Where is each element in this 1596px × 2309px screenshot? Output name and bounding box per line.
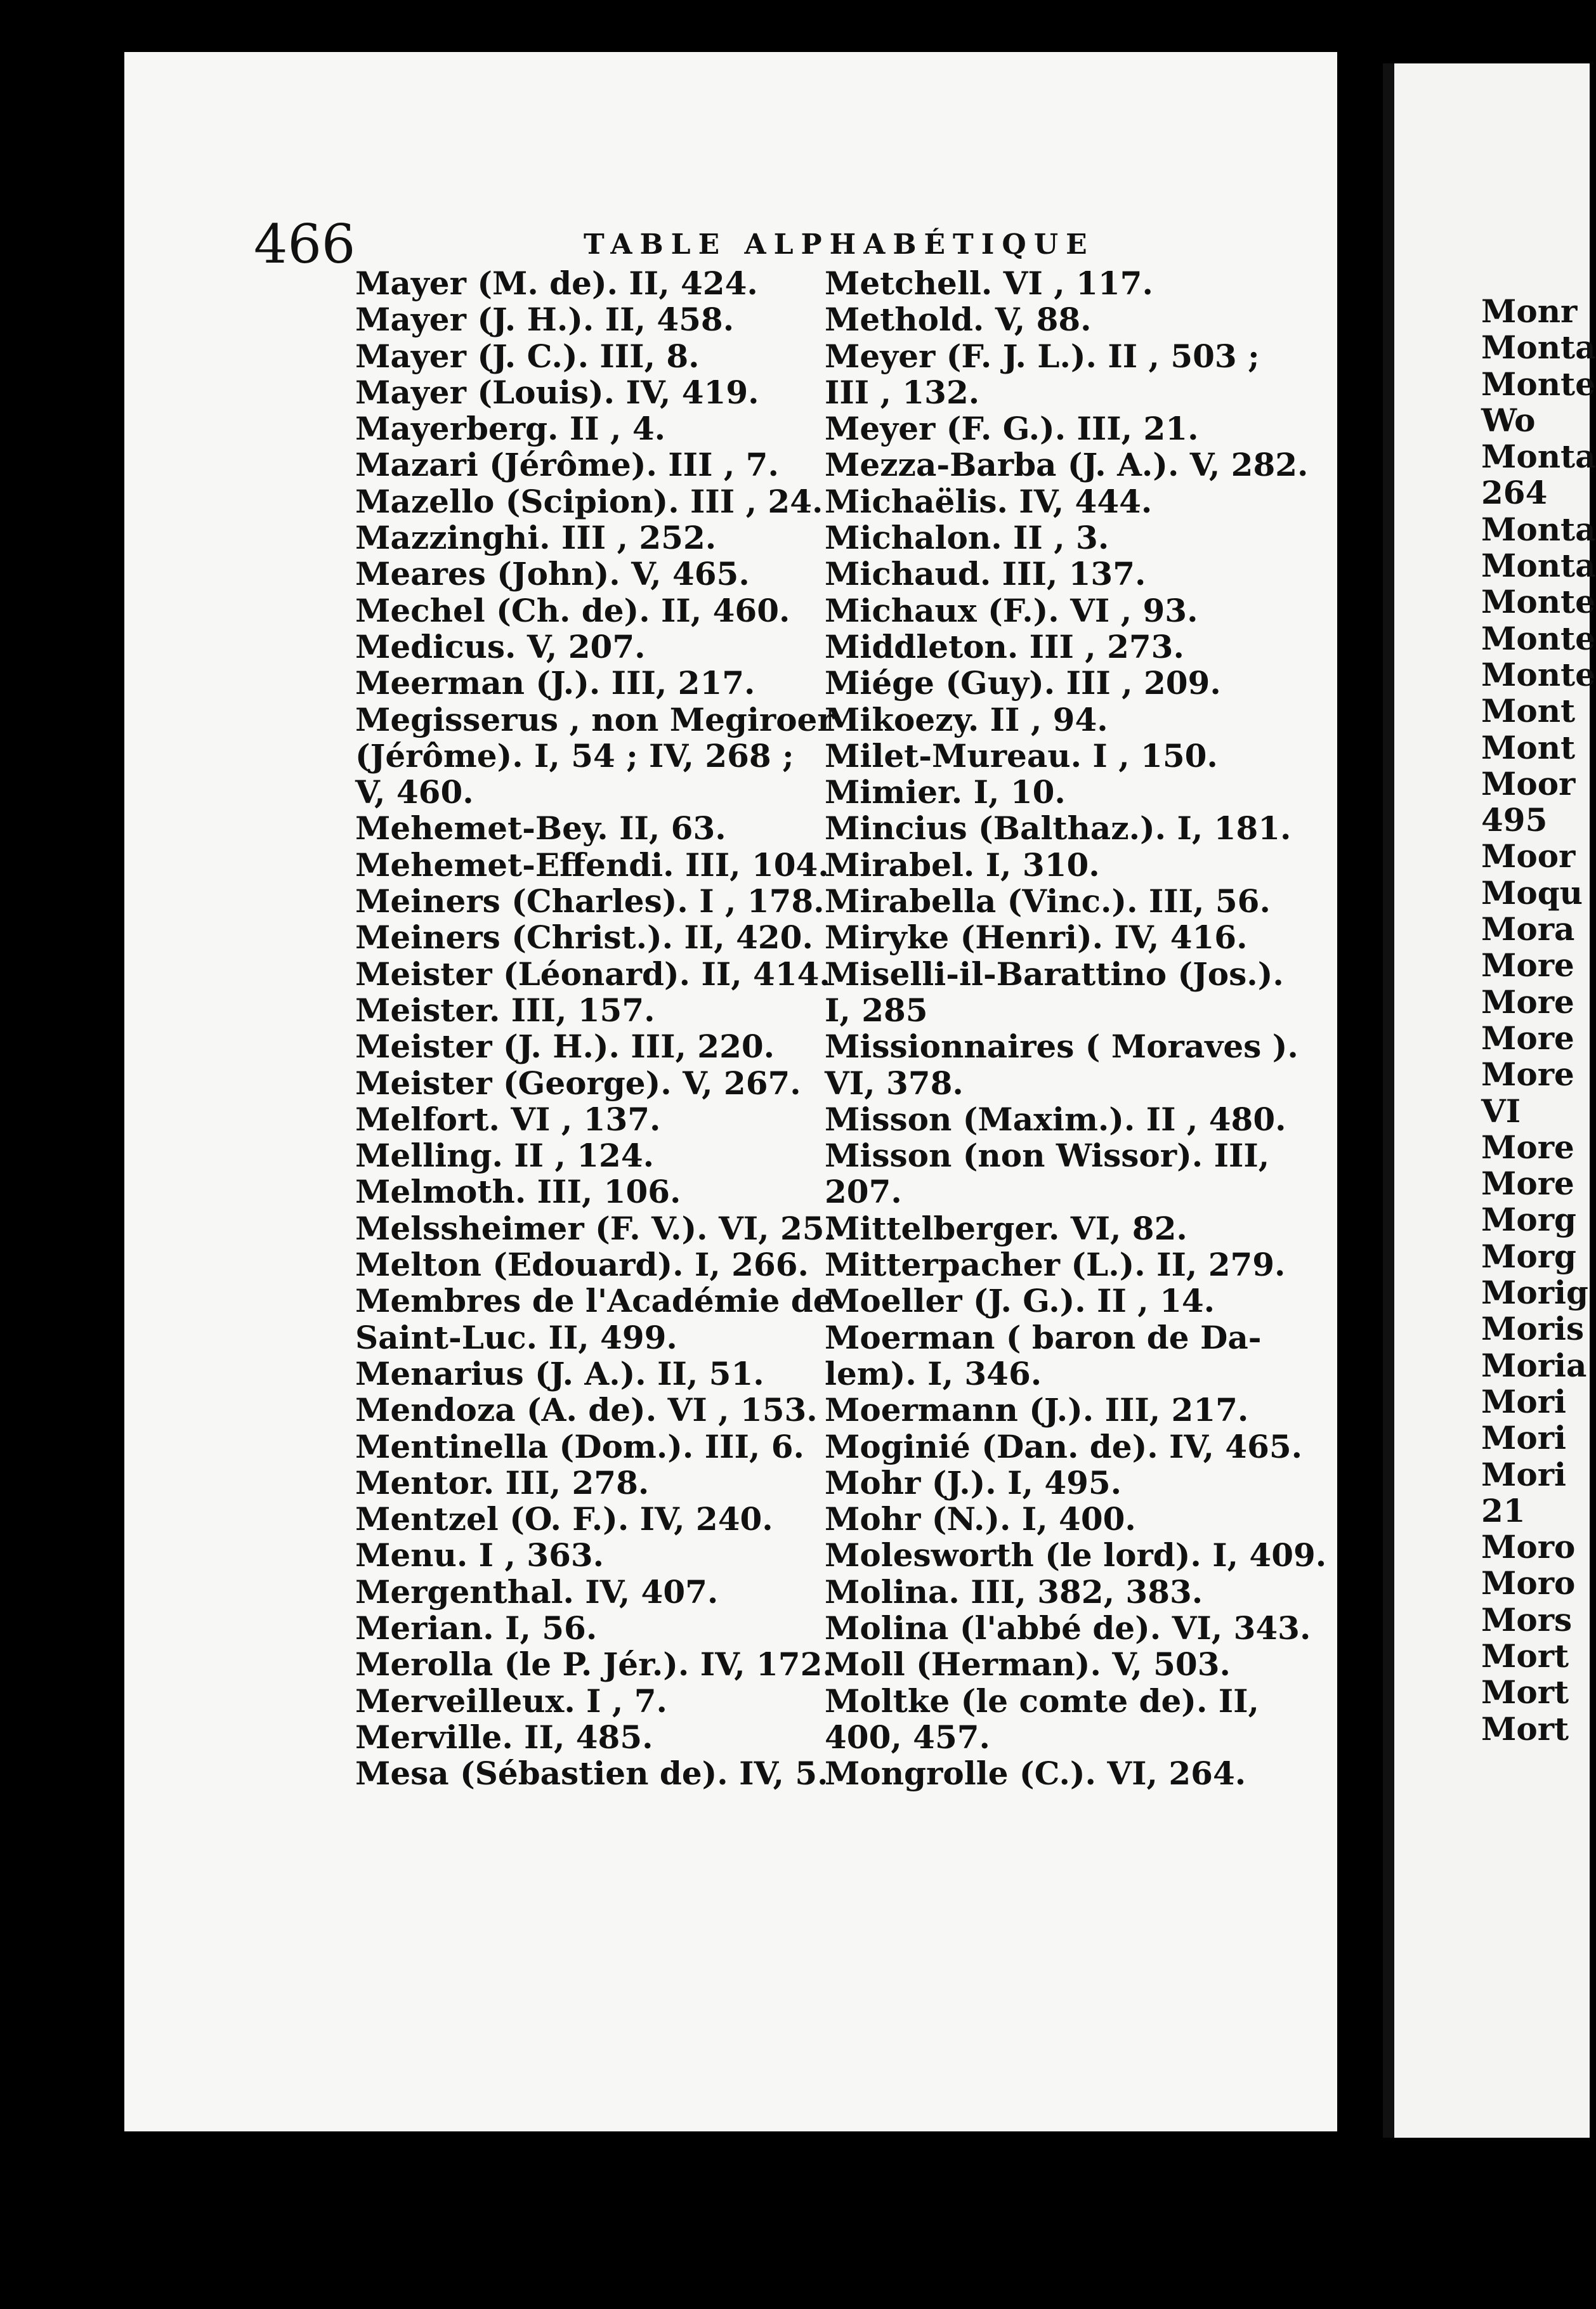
- index-entry: Merian. I, 56.: [355, 1609, 598, 1647]
- index-entry: Melling. II , 124.: [355, 1137, 655, 1175]
- index-entry: Mezza-Barba (J. A.). V, 282.: [825, 446, 1309, 484]
- index-entry: Meister (J. H.). III, 220.: [355, 1028, 775, 1066]
- index-entry: Molina. III, 382, 383.: [825, 1573, 1203, 1611]
- index-entry: 207.: [825, 1173, 902, 1211]
- facing-page-fragment: Monte: [1481, 365, 1595, 403]
- index-entry: Mitterpacher (L.). II, 279.: [825, 1246, 1286, 1284]
- index-entry: V, 460.: [355, 773, 474, 811]
- index-entry: Missionnaires ( Moraves ).: [825, 1028, 1298, 1066]
- index-entry: Meister (Léonard). II, 414.: [355, 955, 830, 993]
- index-entry: Mehemet-Effendi. III, 104.: [355, 846, 829, 884]
- index-entry: Mendoza (A. de). VI , 153.: [355, 1391, 818, 1429]
- index-entry: Middleton. III , 273.: [825, 627, 1184, 665]
- facing-page-fragment: Mori: [1481, 1455, 1567, 1493]
- index-entry: Moltke (le comte de). II,: [825, 1682, 1259, 1720]
- index-entry: Meerman (J.). III, 217.: [355, 664, 755, 702]
- index-entry: Michaux (F.). VI , 93.: [825, 591, 1198, 629]
- facing-page-fragment: Mort: [1481, 1710, 1569, 1748]
- index-entry: lem). I, 346.: [825, 1354, 1042, 1392]
- index-entry: Merville. II, 485.: [355, 1718, 653, 1756]
- facing-page-fragment: Moro: [1481, 1528, 1576, 1566]
- index-entry: Miryke (Henri). IV, 416.: [825, 919, 1248, 957]
- facing-page-fragment: Monta: [1481, 510, 1596, 548]
- index-entry: Michaud. III, 137.: [825, 555, 1146, 593]
- index-entry: Mohr (J.). I, 495.: [825, 1463, 1122, 1501]
- index-entry: Metchell. VI , 117.: [825, 265, 1153, 302]
- index-entry: Mongrolle (C.). VI, 264.: [825, 1755, 1246, 1793]
- index-entry: Mazello (Scipion). III , 24.: [355, 482, 823, 520]
- index-entry: Mohr (N.). I, 400.: [825, 1500, 1136, 1538]
- facing-page-fragment: Moria: [1481, 1346, 1587, 1384]
- index-entry: Merolla (le P. Jér.). IV, 172.: [355, 1645, 834, 1684]
- index-entry: Misson (non Wissor). III,: [825, 1137, 1270, 1175]
- facing-page-fragment: More: [1481, 1128, 1574, 1166]
- facing-page-fragment: Morig: [1481, 1274, 1588, 1312]
- index-entry: Saint-Luc. II, 499.: [355, 1318, 677, 1356]
- index-entry: Mesa (Sébastien de). IV, 5.: [355, 1755, 828, 1793]
- index-entry: Methold. V, 88.: [825, 301, 1092, 339]
- facing-page-fragment: Monta: [1481, 547, 1596, 585]
- facing-page-fragment: Monr: [1481, 292, 1578, 330]
- index-entry: Melmoth. III, 106.: [355, 1173, 681, 1211]
- index-entry: Melton (Edouard). I, 266.: [355, 1246, 809, 1284]
- index-entry: Moermann (J.). III, 217.: [825, 1391, 1249, 1429]
- facing-page-fragment: Monte: [1481, 655, 1595, 693]
- facing-page-fragment: More: [1481, 983, 1574, 1021]
- facing-page-fragment: Wo: [1481, 401, 1536, 439]
- index-entry: Mirabella (Vinc.). III, 56.: [825, 882, 1271, 920]
- index-entry: Moginié (Dan. de). IV, 465.: [825, 1427, 1303, 1465]
- index-entry: Milet-Mureau. I , 150.: [825, 736, 1218, 775]
- facing-page-fragment: Monte: [1481, 583, 1595, 621]
- index-entry: Mazari (Jérôme). III , 7.: [355, 446, 779, 484]
- index-entry: Mentinella (Dom.). III, 6.: [355, 1427, 804, 1465]
- index-entry: Mikoezy. II , 94.: [825, 700, 1108, 738]
- index-entry: Medicus. V, 207.: [355, 627, 646, 665]
- index-entry: Mittelberger. VI, 82.: [825, 1209, 1187, 1247]
- index-entry: Mayerberg. II , 4.: [355, 410, 666, 448]
- index-entry: Michaëlis. IV, 444.: [825, 482, 1153, 520]
- facing-page-fragment: Moris: [1481, 1310, 1585, 1348]
- index-entry: Mergenthal. IV, 407.: [355, 1573, 719, 1611]
- facing-page-fragment: VI: [1481, 1092, 1521, 1130]
- index-entry: III , 132.: [825, 373, 980, 411]
- index-entry: Menarius (J. A.). II, 51.: [355, 1354, 764, 1392]
- facing-page-fragment: Monte: [1481, 619, 1595, 657]
- index-entry: Melfort. VI , 137.: [355, 1100, 661, 1138]
- facing-page-fragment: Monta: [1481, 438, 1596, 476]
- facing-page-fragment: Mont: [1481, 692, 1576, 730]
- facing-page-fragment: Moro: [1481, 1564, 1576, 1602]
- facing-page-fragment: Mora: [1481, 910, 1575, 948]
- index-entry: Molina (l'abbé de). VI, 343.: [825, 1609, 1311, 1647]
- facing-page-fragment: More: [1481, 1056, 1574, 1094]
- facing-page-fragment: Morg: [1481, 1201, 1576, 1239]
- index-entry: Meares (John). V, 465.: [355, 555, 750, 593]
- index-entry: Moerman ( baron de Da-: [825, 1318, 1262, 1356]
- facing-page-fragment: Moor: [1481, 837, 1576, 875]
- index-entry: (Jérôme). I, 54 ; IV, 268 ;: [355, 736, 794, 775]
- index-entry: Meyer (F. J. L.). II , 503 ;: [825, 337, 1260, 375]
- index-column-left: [355, 265, 835, 1793]
- facing-page-fragment: Moqu: [1481, 873, 1583, 912]
- index-entry: Mayer (Louis). IV, 419.: [355, 373, 759, 411]
- facing-page-fragment: Mori: [1481, 1419, 1567, 1457]
- facing-page-fragment: More: [1481, 1019, 1574, 1057]
- facing-page-fragment: 495: [1481, 801, 1548, 839]
- index-entry: Meiners (Christ.). II, 420.: [355, 919, 813, 957]
- index-entry: Moll (Herman). V, 503.: [825, 1645, 1231, 1684]
- index-entry: Meiners (Charles). I , 178.: [355, 882, 825, 920]
- index-entry: Molesworth (le lord). I, 409.: [825, 1536, 1327, 1574]
- facing-page-fragment: Monta: [1481, 329, 1596, 367]
- index-entry: Michalon. II , 3.: [825, 519, 1109, 557]
- index-entry: Mirabel. I, 310.: [825, 846, 1100, 884]
- facing-page-fragment: More: [1481, 1165, 1574, 1203]
- index-entry: Melssheimer (F. V.). VI, 25.: [355, 1209, 835, 1247]
- index-entry: Mehemet-Bey. II, 63.: [355, 809, 726, 847]
- facing-page-fragment: Mori: [1481, 1382, 1567, 1420]
- index-entry: Mechel (Ch. de). II, 460.: [355, 591, 790, 629]
- index-entry: Mincius (Balthaz.). I, 181.: [825, 809, 1292, 847]
- facing-page-fragment: More: [1481, 946, 1574, 984]
- index-entry: Misson (Maxim.). II , 480.: [825, 1100, 1286, 1138]
- index-entry: Mazzinghi. III , 252.: [355, 519, 717, 557]
- index-entry: Membres de l'Académie de: [355, 1282, 834, 1320]
- index-entry: Meister. III, 157.: [355, 991, 655, 1029]
- facing-page-fragment: Morg: [1481, 1237, 1576, 1275]
- index-entry: Miége (Guy). III , 209.: [825, 664, 1221, 702]
- facing-page-fragment: 21: [1481, 1491, 1526, 1529]
- index-entry: Megisserus , non Megiroer: [355, 700, 834, 738]
- facing-page-fragment: Mors: [1481, 1600, 1573, 1639]
- index-entry: Meyer (F. G.). III, 21.: [825, 410, 1199, 448]
- index-entry: I, 285: [825, 991, 928, 1029]
- index-column-right: [825, 265, 1327, 1793]
- running-title: TABLE ALPHABÉTIQUE: [584, 228, 1095, 261]
- index-entry: Merveilleux. I , 7.: [355, 1682, 667, 1720]
- facing-page-column: [1481, 292, 1596, 1748]
- facing-page-fragment: Mort: [1481, 1673, 1569, 1711]
- index-entry: Mayer (J. C.). III, 8.: [355, 337, 700, 375]
- index-entry: Mentzel (O. F.). IV, 240.: [355, 1500, 773, 1538]
- facing-page-fragment: Mort: [1481, 1637, 1569, 1675]
- page-number: 466: [254, 213, 356, 275]
- index-entry: 400, 457.: [825, 1718, 990, 1756]
- index-entry: Miselli-il-Barattino (Jos.).: [825, 955, 1284, 993]
- index-entry: Moeller (J. G.). II , 14.: [825, 1282, 1215, 1320]
- index-entry: Mentor. III, 278.: [355, 1463, 650, 1501]
- index-entry: VI, 378.: [825, 1064, 964, 1102]
- facing-page-fragment: Mont: [1481, 728, 1576, 766]
- facing-page-fragment: Moor: [1481, 764, 1576, 802]
- index-entry: Menu. I , 363.: [355, 1536, 605, 1574]
- index-entry: Mimier. I, 10.: [825, 773, 1066, 811]
- index-entry: Mayer (M. de). II, 424.: [355, 265, 758, 302]
- index-entry: Mayer (J. H.). II, 458.: [355, 301, 735, 339]
- facing-page-fragment: 264: [1481, 474, 1548, 512]
- index-entry: Meister (George). V, 267.: [355, 1064, 801, 1102]
